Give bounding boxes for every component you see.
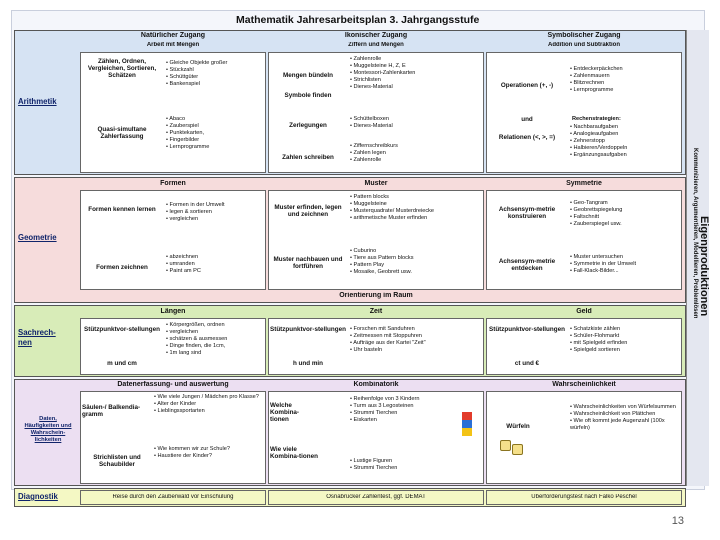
list-item: • Spielgeld sortieren xyxy=(570,347,627,354)
list-item: • Nachbaraufgaben xyxy=(570,124,627,131)
list-item: • Strummi Tierchen xyxy=(350,410,419,417)
list-item: • Analogieaufgaben xyxy=(570,131,627,138)
list-item: • Forschen mit Sanduhren xyxy=(350,326,426,333)
list-item: • Strichlisten xyxy=(350,77,415,84)
list-item: • Uhr basteln xyxy=(350,347,426,354)
arith-list-simultan xyxy=(166,116,209,151)
geo-cell-formen-kennen: Formen kennen lernen xyxy=(88,206,156,213)
geo-cell-formen-zeichnen: Formen zeichnen xyxy=(96,264,148,271)
geo-header-formen: Formen xyxy=(160,180,186,187)
arith-list-buendeln xyxy=(350,56,415,91)
list-item: • Aufträge aus der Kartei "Zeit" xyxy=(350,340,426,347)
area-label-geometrie: Geometrie xyxy=(18,233,57,242)
list-item: • Schüttelboxen xyxy=(350,116,393,123)
sach-cell-laengen: Stützpunktvor-stellungen xyxy=(84,326,160,333)
daten-cell-wuerfeln: Würfeln xyxy=(506,423,530,430)
list-item: • Muster untersuchen xyxy=(570,254,636,261)
arith-list-zaehlen xyxy=(166,60,227,88)
list-item: • Dienes-Material xyxy=(350,123,393,130)
geo-list-formen-zeichnen xyxy=(166,254,201,275)
list-item: • Abaco xyxy=(166,116,209,123)
list-item: • 1m lang sind xyxy=(166,350,227,357)
daten-header-kombinatorik: Kombinatorik xyxy=(353,381,399,388)
daten-list-wuerfeln xyxy=(570,404,678,432)
page-number: 13 xyxy=(671,515,684,527)
geo-cell-achsen-entdecken: Achsensym-metrie entdecken xyxy=(498,258,556,273)
list-item: • Lieblingssportarten xyxy=(154,408,262,415)
arith-sub-1: Arbeit mit Mengen xyxy=(146,42,200,48)
diag-cell-1: Reise durch den Zauberwald vor Einschulung xyxy=(112,494,234,500)
list-item: • Dinge finden, die 1cm, xyxy=(166,343,227,350)
list-item: • Zahlenmauern xyxy=(570,73,623,80)
area-label-sachrechnen xyxy=(18,328,56,348)
list-item: • Punktekarten, xyxy=(166,130,209,137)
list-item: • Entdeckerpäckchen xyxy=(570,66,623,73)
list-item: • Muggelsteine H, Z, E xyxy=(350,63,415,70)
arith-list-zahlen-schreiben xyxy=(350,143,398,164)
area-label-line: Häufigkeiten und xyxy=(24,423,72,429)
list-item: • Zahlenrolle xyxy=(350,157,398,164)
geo-header-muster: Muster xyxy=(364,180,388,187)
area-label-arithmetik: Arithmetik xyxy=(18,97,57,106)
sach-list-geld xyxy=(570,326,627,354)
sach-header-geld: Geld xyxy=(576,308,592,315)
arith-header-2: Ikonischer Zugang xyxy=(344,32,408,39)
daten-cell-strichlisten: Strichlisten und Schaubilder xyxy=(93,454,141,469)
list-item: • Halbieren/Verdoppeln xyxy=(570,145,627,152)
list-item: • Ziffernschreibkurs xyxy=(350,143,398,150)
arith-cell-operationen: Operationen (+, -) xyxy=(500,82,554,89)
list-item: • Zauberspiegel usw. xyxy=(570,221,622,228)
daten-list-wie-viele xyxy=(350,458,397,472)
list-item: • Zahlenrolle xyxy=(350,56,415,63)
list-item: • Fall-Klack-Bilder... xyxy=(570,268,636,275)
arith-sub-3: Addition und Subtraktion xyxy=(548,42,620,48)
dice-icon xyxy=(500,440,511,451)
list-item: • Alter der Kinder xyxy=(154,401,262,408)
list-item: • Montessori-Zahlenkarten xyxy=(350,70,415,77)
geo-cell-muster-erfinden: Muster erfinden, legen und zeichnen xyxy=(274,204,342,219)
list-item: • Wie oft kommt jede Augenzahl (100x würfeln) xyxy=(570,418,678,432)
arith-cell-zahlen-schreiben: Zahlen schreiben xyxy=(282,154,334,161)
list-item: • Zahlen legen xyxy=(350,150,398,157)
arith-sub-2: Ziffern und Mengen xyxy=(348,42,404,48)
geo-cell-achsen-konstruieren: Achsensym-metrie konstruieren xyxy=(498,206,556,221)
list-item: • mit Spielgeld erfinden xyxy=(570,340,627,347)
sach-unit-geld: ct und € xyxy=(514,360,540,367)
list-item: • Faltschnitt xyxy=(570,214,622,221)
list-item: • Pattern blocks xyxy=(350,194,434,201)
list-item: • vergleichen xyxy=(166,329,227,336)
geo-list-muster-nachbauen xyxy=(350,248,414,276)
area-label-line: nen xyxy=(18,338,32,347)
list-item: • schätzen & ausmessen xyxy=(166,336,227,343)
list-item: • Symmetrie in der Umwelt xyxy=(570,261,636,268)
list-item: • legen & sortieren xyxy=(166,209,225,216)
list-item: • Cuburino xyxy=(350,248,414,255)
list-item: • Zehnerstopp xyxy=(570,138,627,145)
daten-list-saeulen xyxy=(154,394,262,415)
list-item: • Turm aus 3 Legosteinen xyxy=(350,403,419,410)
list-item: • Schatzkiste zählen xyxy=(570,326,627,333)
geo-list-achsen-entdecken xyxy=(570,254,636,275)
sach-unit-zeit: h und min xyxy=(292,360,324,367)
geo-list-formen-kennen xyxy=(166,202,225,223)
dice-icon xyxy=(512,444,523,455)
list-item: • Wie kommen wir zur Schule? xyxy=(154,446,262,453)
sach-cell-geld: Stützpunktvor-stellungen xyxy=(489,326,565,333)
arith-list-operationen xyxy=(570,66,623,94)
list-item: • Wahrscheinlichkeiten von Würfelsummen xyxy=(570,404,678,411)
arith-cell-buendeln: Mengen bündeln xyxy=(282,72,334,79)
page-title: Mathematik Jahresarbeitsplan 3. Jahrgangsstufe xyxy=(236,14,480,26)
sach-header-zeit: Zeit xyxy=(369,308,383,315)
list-item: • umranden xyxy=(166,261,201,268)
daten-cell-welche: Welche Kombina-tionen xyxy=(270,402,300,424)
list-item: • Muggelsteine xyxy=(350,201,434,208)
arith-cell-simultan: Quasi-simultane Zahlerfassung xyxy=(97,126,147,141)
arith-strategies-heading: Rechenstrategien: xyxy=(572,116,621,122)
list-item: • Geobrettspiegelung xyxy=(570,207,622,214)
list-item: • arithmetische Muster erfinden xyxy=(350,215,434,222)
arith-list-strategies xyxy=(570,124,627,159)
daten-list-welche xyxy=(350,396,419,424)
list-item: • Dienes-Material xyxy=(350,84,415,91)
daten-list-strichlisten xyxy=(154,446,262,460)
list-item: • Schüler-Flohmarkt xyxy=(570,333,627,340)
list-item: • Musterquadrate/ Musterdreiecke xyxy=(350,208,434,215)
sach-cell-zeit: Stützpunktvor-stellungen xyxy=(270,326,346,333)
arith-cell-zaehlen: Zählen, Ordnen, Vergleichen, Sortieren, Schätzen xyxy=(87,58,157,80)
plan-table xyxy=(14,30,710,510)
list-item: • Geo-Tangram xyxy=(570,200,622,207)
list-item: • Ergänzungsaufgaben xyxy=(570,152,627,159)
arith-cell-symbole: Symbole finden xyxy=(284,92,332,99)
list-item: • Blitzrechnen xyxy=(570,80,623,87)
list-item: • Lustige Figuren xyxy=(350,458,397,465)
arith-list-zerlegungen xyxy=(350,116,393,130)
geo-orientierung: Orientierung im Raum xyxy=(339,292,413,299)
list-item: • Bankenspiel xyxy=(166,81,227,88)
list-item: • Lernprogramme xyxy=(166,144,209,151)
area-label-line: Daten, xyxy=(39,416,57,422)
daten-header-erfassung: Datenerfassung- und auswertung xyxy=(117,381,229,388)
list-item: • Wie viele Jungen / Mädchen pro Klasse? xyxy=(154,394,262,401)
area-label-daten xyxy=(20,416,76,444)
diag-cell-3: Überforderungstest nach Falko Peschel xyxy=(531,494,637,500)
side-label-eigenproduktionen: Eigenproduktionen xyxy=(698,216,710,317)
sach-list-laengen xyxy=(166,322,227,357)
sach-unit-laengen: m und cm xyxy=(107,360,137,367)
area-label-line: lichkeiten xyxy=(34,437,62,443)
arith-cell-und: und xyxy=(521,116,533,123)
daten-cell-saeulen: Säulen-/ Balkendia-gramm xyxy=(82,404,141,419)
geo-header-symmetrie: Symmetrie xyxy=(566,180,602,187)
list-item: • Reihenfolge von 3 Kindern xyxy=(350,396,419,403)
list-item: • vergleichen xyxy=(166,216,225,223)
daten-cell-wie-viele: Wie viele Kombina-tionen xyxy=(270,446,318,461)
list-item: • Mosaike, Geobrett usw. xyxy=(350,269,414,276)
list-item: • Wahrscheinlichkeit von Plättchen xyxy=(570,411,678,418)
list-item: • Gleiche Objekte großer xyxy=(166,60,227,67)
list-item: • Stückzahl xyxy=(166,67,227,74)
list-item: • Pattern Play xyxy=(350,262,414,269)
daten-header-wahrscheinlichkeit: Wahrscheinlichkeit xyxy=(552,381,616,388)
geo-cell-muster-nachbauen: Muster nachbauen und fortführen xyxy=(273,256,343,271)
arith-header-1: Natürlicher Zugang xyxy=(140,32,206,39)
list-item: • Tiere aus Pattern blocks xyxy=(350,255,414,262)
list-item: • Haustiere der Kinder? xyxy=(154,453,262,460)
list-item: • Lernprogramme xyxy=(570,87,623,94)
sach-header-laengen: Längen xyxy=(160,308,186,315)
arith-cell-zerlegungen: Zerlegungen xyxy=(289,122,327,129)
list-item: • Zeitmessen mit Stoppuhren xyxy=(350,333,426,340)
list-item: • Eiskarten xyxy=(350,417,419,424)
area-label-line: Sachrech- xyxy=(18,328,56,337)
lego-tower-icon xyxy=(462,412,472,436)
area-label-line: Wahrschein- xyxy=(30,430,66,436)
list-item: • Körpergrößen, ordnen xyxy=(166,322,227,329)
geo-list-muster-erfinden xyxy=(350,194,434,222)
list-item: • Strummi Tierchen xyxy=(350,465,397,472)
list-item: • Zauberspiel xyxy=(166,123,209,130)
diag-cell-2: Osnabrücker Zahlentest, ggf. DEMAT xyxy=(326,494,426,500)
list-item: • Schüttgüter xyxy=(166,74,227,81)
sach-list-zeit xyxy=(350,326,426,354)
arith-cell-relationen: Relationen (<, >, =) xyxy=(498,134,556,141)
list-item: • abzeichnen xyxy=(166,254,201,261)
list-item: • Paint am PC xyxy=(166,268,201,275)
list-item: • Fingerbilder xyxy=(166,137,209,144)
geo-list-achsen-konstruieren xyxy=(570,200,622,228)
arith-header-3: Symbolischer Zugang xyxy=(547,32,621,39)
side-label-kompetenzen: Kommunizieren, Argumentieren, Modellieren, Problemlösen xyxy=(692,148,698,319)
list-item: • Formen in der Umwelt xyxy=(166,202,225,209)
area-label-diagnostik: Diagnostik xyxy=(18,492,58,501)
